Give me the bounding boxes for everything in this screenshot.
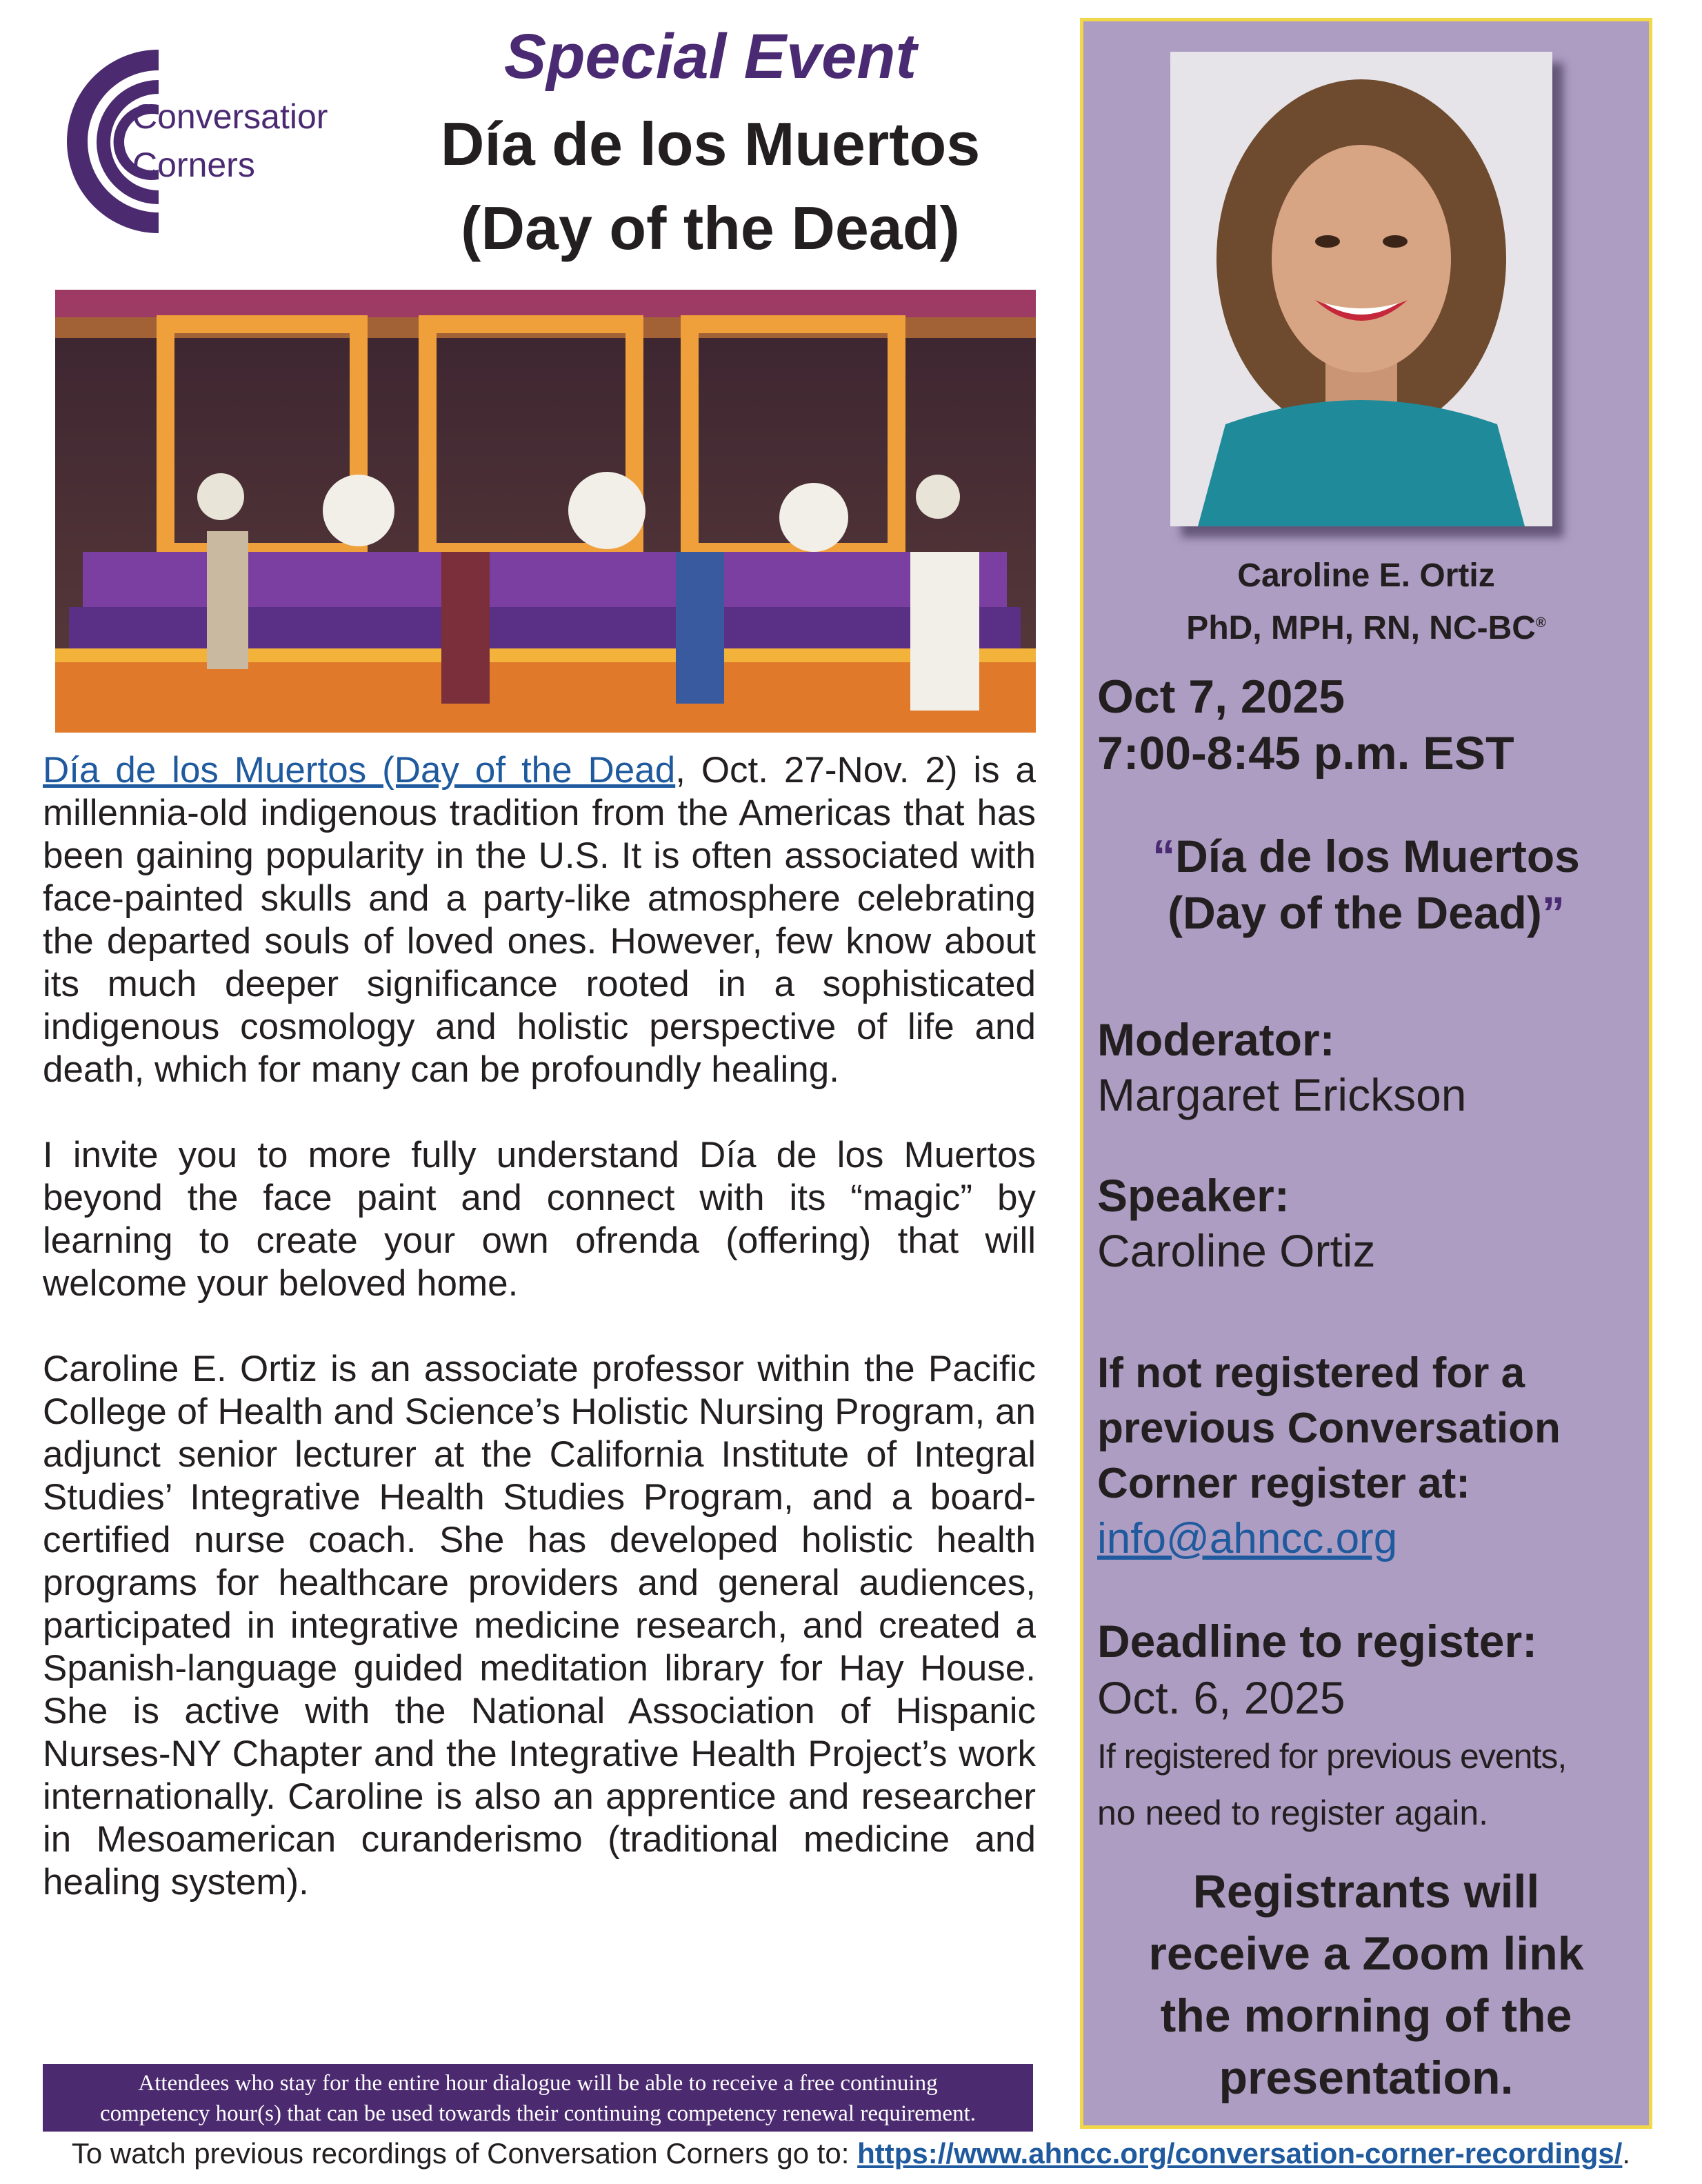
event-kicker: Special Event: [503, 21, 917, 92]
registration-line-3: Corner register at:: [1097, 1460, 1470, 1507]
dia-de-los-muertos-link[interactable]: Día de los Muertos (Day of the Dead: [43, 750, 676, 791]
speaker-label: Speaker:: [1097, 1170, 1290, 1221]
logo-text-line-1: Conversatior: [132, 97, 328, 136]
talk-title-line-1: “Día de los Muertos: [1152, 831, 1580, 882]
event-description: [43, 749, 1036, 1947]
moderator-name: Margaret Erickson: [1097, 1069, 1467, 1120]
ceu-banner: [43, 2064, 1033, 2132]
zoom-notice-line-2: receive a Zoom link: [1148, 1927, 1584, 1980]
altar-photo: [55, 290, 1036, 733]
speaker-bio: Caroline E. Ortiz is an associate professor within the Pacific College of Health and Science’s Holistic Nursing Program, an adjunct senior lecturer at the California Institute of Integral Studies’ Integrative Health Studies Program, and a board-certified nurse coach. She has developed holistic health programs for healthcare providers and general audiences, participated in integrative medicine research, and created a Spanish-language guided meditation library for Hay House. She is active with the National Association of Hispanic Nurses-NY Chapter and the Integrative Health Project’s work internationally. Caroline is also an apprentice and researcher in Mesoamerican curanderismo (traditional medicine and healing system).: [43, 1349, 1036, 1903]
logo-c-mark-icon: [55, 41, 379, 241]
ceu-line-1: Attendees who stay for the entire hour dialogue will be able to receive a free continuing: [138, 2071, 938, 2096]
registration-line-1: If not registered for a: [1097, 1349, 1525, 1397]
page-title-english: (Day of the Dead): [461, 194, 960, 262]
footer-recordings: To watch previous recordings of Conversation Corners go to: https://www.ahncc.org/conversation-corner-recordings/.: [71, 2137, 1631, 2170]
speaker-photo: [1170, 52, 1552, 526]
zoom-notice-line-1: Registrants will: [1192, 1865, 1540, 1918]
conversation-corners-logo: [55, 41, 379, 241]
description-paragraph-1: Día de los Muertos (Day of the Dead, Oct. 27-Nov. 2) is a millennia-old indigenous tradition from the Americas that has been gaining popularity in the U.S. It is often associated with face-painted skulls and a party-like atmosphere celebrating the departed souls of loved ones. However, few know about its much deeper significance rooted in a sophisticated indigenous cosmology and holistic perspective of life and death, which for many can be profoundly healing.: [43, 750, 1036, 1090]
event-details-sidebar: [1080, 18, 1652, 2129]
page-title-spanish: Día de los Muertos: [440, 110, 981, 178]
description-paragraph-2: I invite you to more fully understand Día de los Muertos beyond the face paint and connect with its “magic” by learning to create your own ofrenda (offering) that will welcome your beloved home.: [43, 1135, 1036, 1304]
speaker-name: Caroline E. Ortiz: [1237, 557, 1495, 594]
registration-note-line-1: If registered for previous events,: [1097, 1737, 1567, 1776]
moderator-label: Moderator:: [1097, 1014, 1335, 1065]
speaker-credentials: PhD, MPH, RN, NC-BC®: [1186, 610, 1546, 646]
deadline-date: Oct. 6, 2025: [1097, 1672, 1345, 1723]
zoom-notice-line-3: the morning of the: [1160, 1989, 1572, 2042]
recordings-link[interactable]: https://www.ahncc.org/conversation-corner-recordings/: [857, 2137, 1623, 2170]
registration-note-line-2: no need to register again.: [1097, 1794, 1489, 1832]
deadline-label: Deadline to register:: [1097, 1616, 1538, 1667]
registration-line-2: previous Conversation: [1097, 1404, 1561, 1452]
speaker-value: Caroline Ortiz: [1097, 1225, 1376, 1276]
zoom-notice-line-4: presentation.: [1219, 2052, 1514, 2104]
logo-text-line-2: Corners: [132, 146, 255, 184]
footer-text: To watch previous recordings of Conversation Corners go to:: [71, 2137, 858, 2170]
ceu-line-2: competency hour(s) that can be used towards their continuing competency renewal requirement.: [99, 2101, 977, 2126]
event-time: 7:00-8:45 p.m. EST: [1097, 727, 1514, 780]
event-date: Oct 7, 2025: [1097, 671, 1345, 723]
registration-email-link[interactable]: info@ahncc.org: [1097, 1515, 1398, 1562]
talk-title-line-2: (Day of the Dead)”: [1168, 887, 1565, 938]
